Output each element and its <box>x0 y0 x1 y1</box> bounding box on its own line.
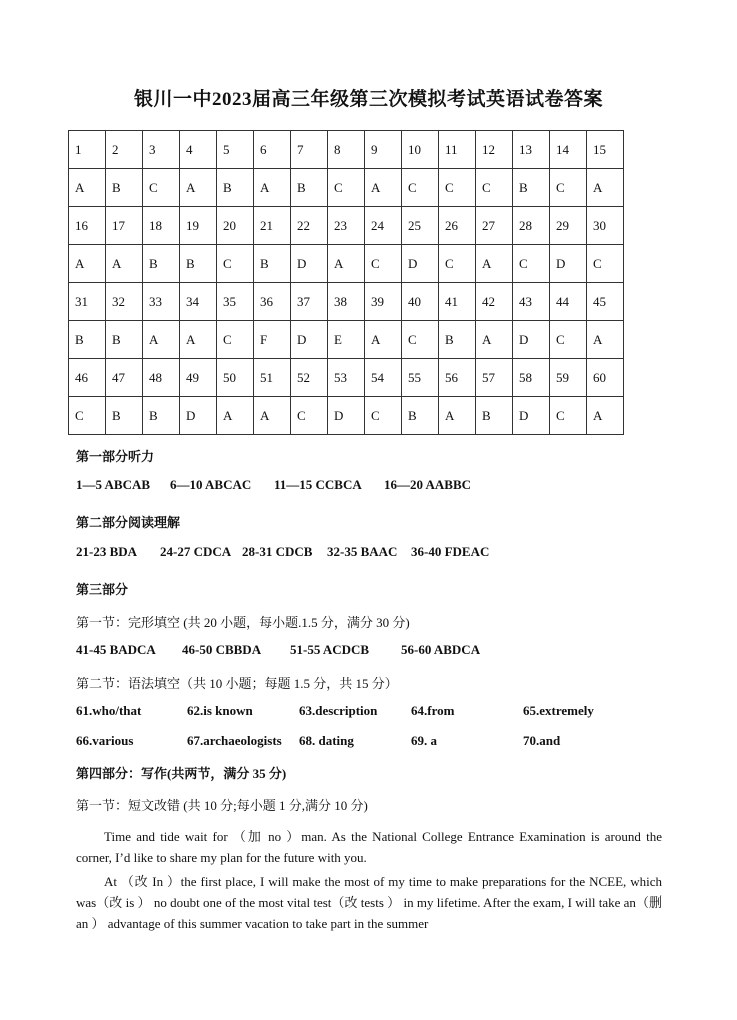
page-title: 银川一中2023届高三年级第三次模拟考试英语试卷答案 <box>133 89 603 110</box>
part2-heading: 第二部分阅读理解 <box>76 515 181 530</box>
question-number-cell: 8 <box>328 131 365 169</box>
answer-cell: B <box>143 397 180 435</box>
question-number-cell: 32 <box>106 283 143 321</box>
question-number-cell: 52 <box>291 359 328 397</box>
answer-cell: C <box>143 169 180 207</box>
answer-cell: C <box>587 245 624 283</box>
answer-row <box>69 397 624 435</box>
question-number-cell: 49 <box>180 359 217 397</box>
grammar-answer: 61.who/that <box>76 703 142 718</box>
answer-cell: A <box>587 169 624 207</box>
answer-row <box>69 321 624 359</box>
paragraph: Time and tide wait for （加 no ）man. As the National College Entrance Examination is around the corner, I’d like to share my plan for the future with you. <box>76 829 662 865</box>
answer-cell: A <box>254 397 291 435</box>
part3-heading: 第三部分 <box>76 582 129 597</box>
question-number-cell: 22 <box>291 207 328 245</box>
question-number-cell: 17 <box>106 207 143 245</box>
answer-cell: C <box>217 245 254 283</box>
question-number-cell: 7 <box>291 131 328 169</box>
question-number-cell: 23 <box>328 207 365 245</box>
error-correction-text <box>76 826 662 934</box>
question-number-cell: 33 <box>143 283 180 321</box>
question-number-cell: 18 <box>143 207 180 245</box>
question-number-cell: 11 <box>439 131 476 169</box>
question-number-cell: 26 <box>439 207 476 245</box>
question-number-cell: 20 <box>217 207 254 245</box>
answer-cell: A <box>106 245 143 283</box>
question-number-cell: 13 <box>513 131 550 169</box>
answer-cell: D <box>402 245 439 283</box>
question-number-cell: 56 <box>439 359 476 397</box>
question-number-cell: 10 <box>402 131 439 169</box>
answer-cell: C <box>402 321 439 359</box>
grammar-answer: 64.from <box>411 703 455 718</box>
answer-cell: B <box>180 245 217 283</box>
question-number-cell: 39 <box>365 283 402 321</box>
question-number-cell: 27 <box>476 207 513 245</box>
question-number-cell: 9 <box>365 131 402 169</box>
answer-cell: D <box>291 321 328 359</box>
part2-answers <box>76 544 489 560</box>
answer-cell: A <box>365 321 402 359</box>
answer-cell: E <box>328 321 365 359</box>
question-number-cell: 31 <box>69 283 106 321</box>
question-number-cell: 60 <box>587 359 624 397</box>
part1-answers <box>76 477 471 493</box>
question-number-cell: 1 <box>69 131 106 169</box>
question-number-cell: 55 <box>402 359 439 397</box>
answer-cell: A <box>217 397 254 435</box>
part2-group: 21-23 BDA <box>76 544 138 559</box>
answer-cell: A <box>69 169 106 207</box>
question-number-cell: 38 <box>328 283 365 321</box>
question-number-row <box>69 131 624 169</box>
answer-cell: D <box>291 245 328 283</box>
answer-cell: C <box>476 169 513 207</box>
answer-cell: B <box>217 169 254 207</box>
answer-cell: C <box>439 245 476 283</box>
question-number-cell: 50 <box>217 359 254 397</box>
answer-cell: A <box>587 397 624 435</box>
question-number-cell: 19 <box>180 207 217 245</box>
answer-cell: A <box>69 245 106 283</box>
answer-cell: A <box>180 321 217 359</box>
question-number-cell: 2 <box>106 131 143 169</box>
answer-cell: D <box>550 245 587 283</box>
answer-cell: B <box>291 169 328 207</box>
question-number-cell: 28 <box>513 207 550 245</box>
grammar-answer: 65.extremely <box>523 703 594 718</box>
question-number-cell: 29 <box>550 207 587 245</box>
answer-cell: C <box>365 397 402 435</box>
answer-cell: C <box>550 321 587 359</box>
answer-row <box>69 245 624 283</box>
question-number-cell: 36 <box>254 283 291 321</box>
question-number-cell: 48 <box>143 359 180 397</box>
answer-table <box>68 130 624 435</box>
answer-cell: C <box>402 169 439 207</box>
grammar-row-2 <box>76 733 560 749</box>
grammar-answer: 68. dating <box>299 733 354 748</box>
question-number-cell: 57 <box>476 359 513 397</box>
question-number-cell: 51 <box>254 359 291 397</box>
question-number-cell: 47 <box>106 359 143 397</box>
question-number-cell: 4 <box>180 131 217 169</box>
part1-heading: 第一部分听力 <box>76 449 155 464</box>
grammar-answer: 63.description <box>299 703 378 718</box>
grammar-answer: 62.is known <box>187 703 253 718</box>
grammar-answer: 66.various <box>76 733 134 748</box>
part2-group: 36-40 FDEAC <box>411 544 490 559</box>
question-number-cell: 34 <box>180 283 217 321</box>
answer-cell: A <box>180 169 217 207</box>
part2-group: 24-27 CDCA <box>160 544 232 559</box>
part1-group: 16—20 AABBC <box>384 477 472 492</box>
question-number-row <box>69 283 624 321</box>
answer-cell: C <box>550 397 587 435</box>
part1-group: 11—15 CCBCA <box>274 477 362 492</box>
part2-group: 32-35 BAAC <box>327 544 398 559</box>
cloze-group: 56-60 ABDCA <box>401 642 481 657</box>
answer-cell: A <box>328 245 365 283</box>
answer-cell: D <box>513 397 550 435</box>
question-number-cell: 58 <box>513 359 550 397</box>
cloze-group: 51-55 ACDCB <box>290 642 370 657</box>
answer-cell: B <box>69 321 106 359</box>
answer-cell: C <box>550 169 587 207</box>
answer-cell: C <box>69 397 106 435</box>
grammar-answer: 70.and <box>523 733 561 748</box>
answer-cell: D <box>328 397 365 435</box>
paragraph: At （改 In ）the first place, I will make the most of my time to make preparations for the NCEE, which was（改 is ） no doubt one of the most vital test（改 tests ） in my lifetime. After the exam, I will take an（删 an ） advantage of this summer vacation to take part in the summer <box>76 874 662 931</box>
question-number-cell: 59 <box>550 359 587 397</box>
part3-section2-heading: 第二节：语法填空（共 10 小题；每题 1.5 分，共 15 分） <box>76 676 398 691</box>
answer-cell: F <box>254 321 291 359</box>
answer-cell: D <box>180 397 217 435</box>
cloze-group: 41-45 BADCA <box>76 642 156 657</box>
question-number-cell: 37 <box>291 283 328 321</box>
cloze-group: 46-50 CBBDA <box>182 642 262 657</box>
question-number-cell: 3 <box>143 131 180 169</box>
part3-section1-heading: 第一节：完形填空 (共 20 小题，每小题.1.5 分，满分 30 分) <box>76 615 410 630</box>
part1-group: 6—10 ABCAC <box>170 477 252 492</box>
question-number-cell: 30 <box>587 207 624 245</box>
answer-cell: A <box>143 321 180 359</box>
part1-group: 1—5 ABCAB <box>76 477 151 492</box>
question-number-cell: 42 <box>476 283 513 321</box>
answer-cell: B <box>254 245 291 283</box>
question-number-cell: 16 <box>69 207 106 245</box>
question-number-row <box>69 207 624 245</box>
answer-cell: A <box>439 397 476 435</box>
answer-cell: B <box>106 321 143 359</box>
answer-cell: B <box>106 397 143 435</box>
answer-cell: B <box>513 169 550 207</box>
grammar-answer: 67.archaeologists <box>187 733 282 748</box>
answer-cell: C <box>291 397 328 435</box>
question-number-cell: 15 <box>587 131 624 169</box>
answer-cell: C <box>365 245 402 283</box>
answer-row <box>69 169 624 207</box>
question-number-cell: 53 <box>328 359 365 397</box>
grammar-row-1 <box>76 703 594 719</box>
answer-cell: A <box>254 169 291 207</box>
question-number-cell: 5 <box>217 131 254 169</box>
answer-cell: B <box>402 397 439 435</box>
question-number-cell: 41 <box>439 283 476 321</box>
question-number-cell: 45 <box>587 283 624 321</box>
grammar-answer: 69. a <box>411 733 437 748</box>
answer-cell: A <box>476 321 513 359</box>
question-number-cell: 21 <box>254 207 291 245</box>
answer-cell: B <box>106 169 143 207</box>
part3-section1-answers <box>76 642 480 658</box>
answer-cell: D <box>513 321 550 359</box>
part4-section1-heading: 第一节：短文改错 (共 10 分;每小题 1 分,满分 10 分) <box>76 798 368 813</box>
question-number-cell: 12 <box>476 131 513 169</box>
answer-cell: C <box>217 321 254 359</box>
question-number-cell: 24 <box>365 207 402 245</box>
question-number-cell: 43 <box>513 283 550 321</box>
answer-cell: B <box>439 321 476 359</box>
answer-cell: A <box>476 245 513 283</box>
answer-cell: A <box>587 321 624 359</box>
answer-cell: C <box>513 245 550 283</box>
part4-heading: 第四部分：写作(共两节，满分 35 分) <box>76 766 287 781</box>
question-number-cell: 54 <box>365 359 402 397</box>
question-number-cell: 25 <box>402 207 439 245</box>
question-number-cell: 35 <box>217 283 254 321</box>
question-number-cell: 46 <box>69 359 106 397</box>
part2-group: 28-31 CDCB <box>242 544 313 559</box>
answer-cell: B <box>476 397 513 435</box>
answer-cell: A <box>365 169 402 207</box>
question-number-cell: 6 <box>254 131 291 169</box>
answer-cell: C <box>439 169 476 207</box>
answer-cell: C <box>328 169 365 207</box>
question-number-row <box>69 359 624 397</box>
answer-cell: B <box>143 245 180 283</box>
question-number-cell: 14 <box>550 131 587 169</box>
question-number-cell: 40 <box>402 283 439 321</box>
question-number-cell: 44 <box>550 283 587 321</box>
